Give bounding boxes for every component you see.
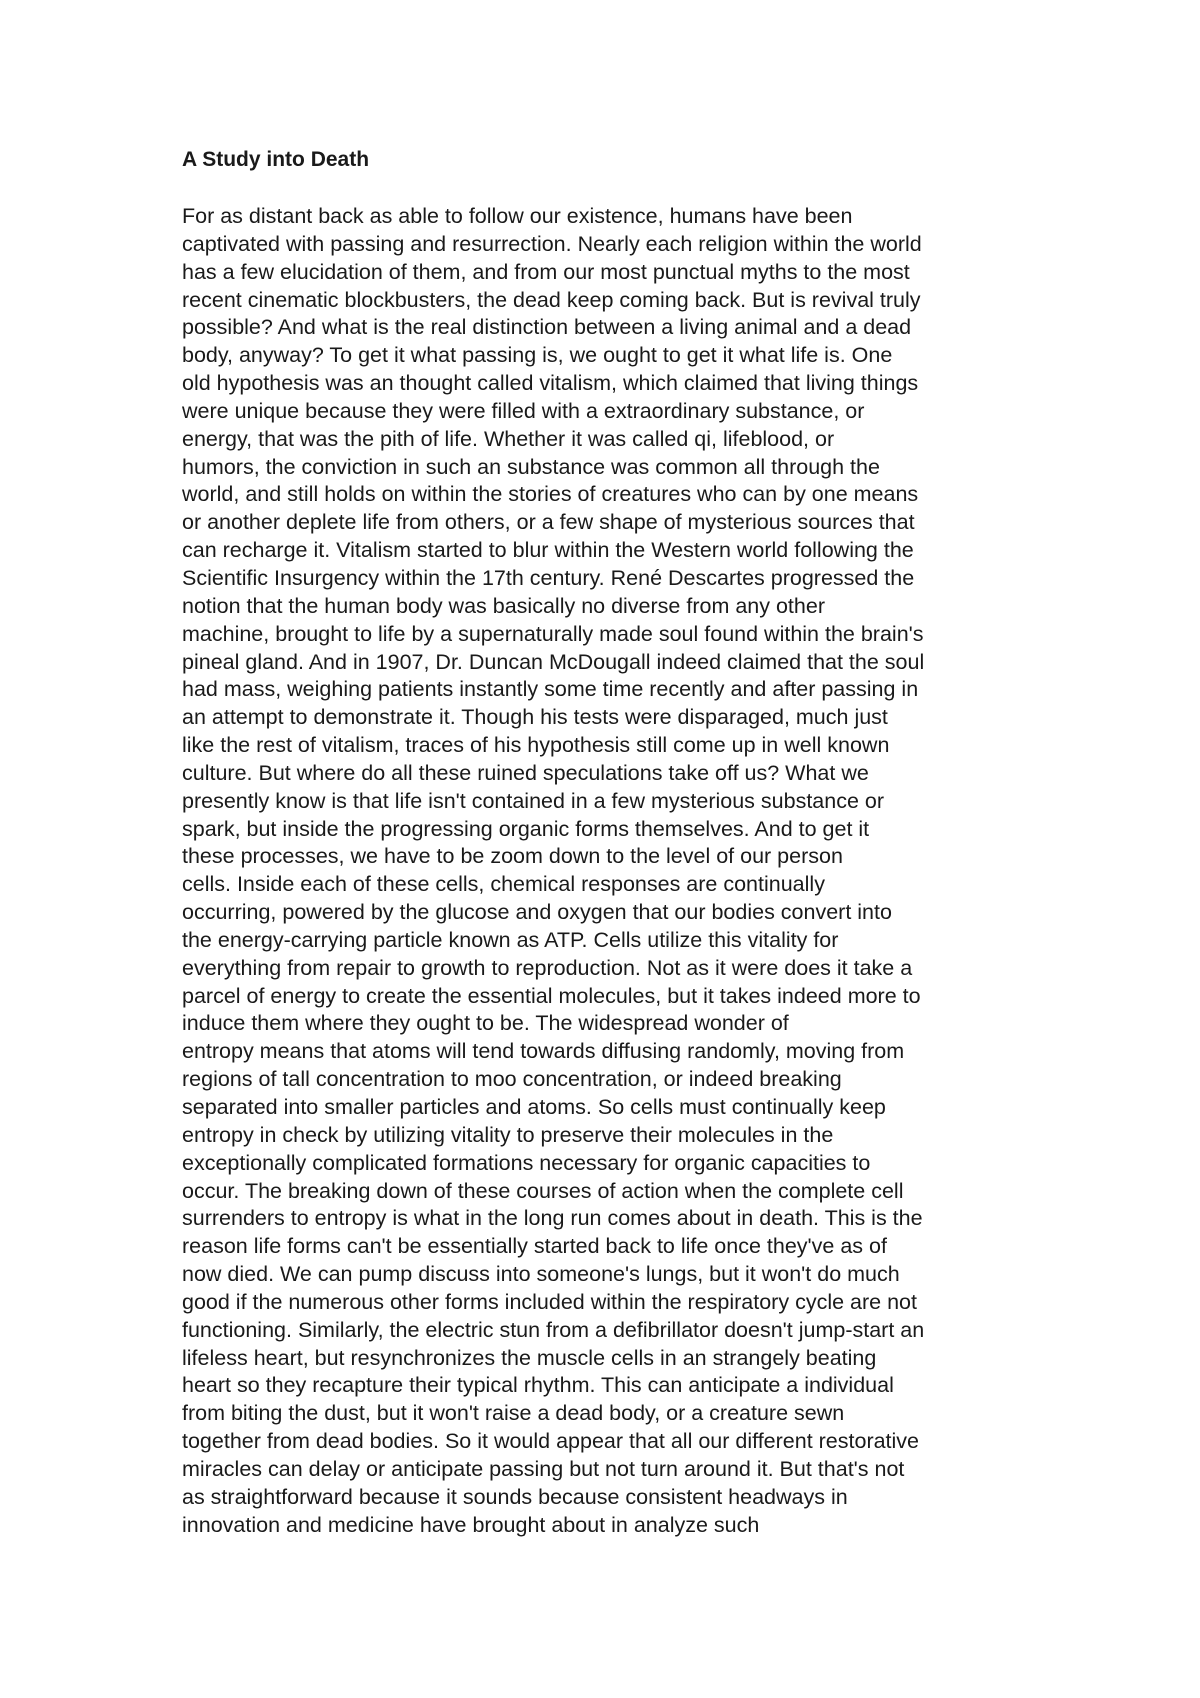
- body-text-line: Scientific Insurgency within the 17th century. René Descartes progressed the: [182, 565, 915, 590]
- body-text-line: energy, that was the pith of life. Whether it was called qi, lifeblood, or: [182, 426, 835, 451]
- body-text-line: functioning. Similarly, the electric stun from a defibrillator doesn't jump-start an: [182, 1317, 925, 1342]
- body-text-line: spark, but inside the progressing organic forms themselves. And to get it: [182, 816, 870, 841]
- body-text-line: entropy means that atoms will tend towards diffusing randomly, moving from: [182, 1039, 905, 1064]
- body-text-line: recent cinematic blockbusters, the dead keep coming back. But is revival truly: [182, 287, 921, 312]
- body-text-line: parcel of energy to create the essential molecules, but it takes indeed more to: [182, 983, 921, 1008]
- body-text-line: miracles can delay or anticipate passing but not turn around it. But that's not: [182, 1456, 905, 1481]
- body-text-line: has a few elucidation of them, and from our most punctual myths to the most: [182, 259, 910, 284]
- body-text-line: induce them where they ought to be. The widespread wonder of: [182, 1011, 789, 1036]
- body-text-line: body, anyway? To get it what passing is, we ought to get it what life is. One: [182, 343, 893, 368]
- body-text-line: exceptionally complicated formations necessary for organic capacities to: [182, 1150, 871, 1175]
- body-text-line: heart so they recapture their typical rhythm. This can anticipate a individual: [182, 1373, 894, 1398]
- body-text-line: pineal gland. And in 1907, Dr. Duncan McDougall indeed claimed that the soul: [182, 649, 925, 674]
- body-text-line: old hypothesis was an thought called vitalism, which claimed that living things: [182, 371, 919, 396]
- body-text-line: culture. But where do all these ruined speculations take off us? What we: [182, 760, 869, 785]
- body-text-line: had mass, weighing patients instantly some time recently and after passing in: [182, 677, 919, 702]
- body-text-line: entropy in check by utilizing vitality to preserve their molecules in the: [182, 1122, 834, 1147]
- body-text-line: these processes, we have to be zoom down to the level of our person: [182, 844, 843, 869]
- document-title: A Study into Death: [182, 148, 370, 171]
- body-text-line: notion that the human body was basically no diverse from any other: [182, 593, 825, 618]
- body-text-line: lifeless heart, but resynchronizes the muscle cells in an strangely beating: [182, 1345, 877, 1370]
- body-text-line: like the rest of vitalism, traces of his hypothesis still come up in well known: [182, 733, 890, 758]
- body-text-line: machine, brought to life by a supernaturally made soul found within the brain's: [182, 621, 924, 646]
- body-text-line: good if the numerous other forms included within the respiratory cycle are not: [182, 1289, 917, 1314]
- body-text-line: together from dead bodies. So it would appear that all our different restorative: [182, 1429, 920, 1454]
- body-text-line: surrenders to entropy is what in the long run comes about in death. This is the: [182, 1206, 923, 1231]
- body-text-line: or another deplete life from others, or a few shape of mysterious sources that: [182, 510, 915, 535]
- body-text-line: regions of tall concentration to moo concentration, or indeed breaking: [182, 1067, 842, 1092]
- body-text-line: were unique because they were filled with a extraordinary substance, or: [182, 398, 865, 423]
- body-text-line: For as distant back as able to follow our existence, humans have been: [182, 204, 853, 228]
- body-text-line: captivated with passing and resurrection. Nearly each religion within the world: [182, 231, 922, 256]
- body-text-line: separated into smaller particles and atoms. So cells must continually keep: [182, 1095, 886, 1119]
- body-text-line: can recharge it. Vitalism started to blur within the Western world following the: [182, 538, 914, 563]
- body-text-line: humors, the conviction in such an substance was common all through the: [182, 454, 880, 479]
- body-text-line: from biting the dust, but it won't raise a dead body, or a creature sewn: [182, 1401, 845, 1426]
- body-text-line: reason life forms can't be essentially started back to life once they've as of: [182, 1234, 887, 1259]
- body-text-line: possible? And what is the real distinction between a living animal and a dead: [182, 315, 912, 340]
- body-text-line: cells. Inside each of these cells, chemical responses are continually: [182, 872, 825, 897]
- body-text-line: now died. We can pump discuss into someone's lungs, but it won't do much: [182, 1262, 900, 1287]
- body-text-line: world, and still holds on within the stories of creatures who can by one means: [182, 482, 919, 507]
- body-text-line: presently know is that life isn't contained in a few mysterious substance or: [182, 788, 885, 813]
- body-text-line: innovation and medicine have brought about in analyze such: [182, 1512, 760, 1537]
- body-text-line: everything from repair to growth to reproduction. Not as it were does it take a: [182, 955, 913, 980]
- document-body: [182, 203, 1042, 1540]
- body-text-line: occurring, powered by the glucose and oxygen that our bodies convert into: [182, 900, 892, 925]
- body-text-line: occur. The breaking down of these courses of action when the complete cell: [182, 1178, 904, 1203]
- body-text-line: an attempt to demonstrate it. Though his tests were disparaged, much just: [182, 705, 888, 730]
- body-text-line: as straightforward because it sounds because consistent headways in: [182, 1484, 848, 1509]
- body-text-line: the energy-carrying particle known as ATP. Cells utilize this vitality for: [182, 927, 839, 952]
